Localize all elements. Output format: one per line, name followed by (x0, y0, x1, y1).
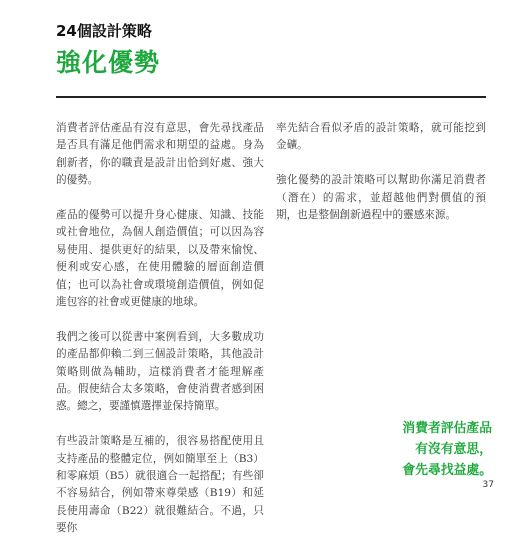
pull-quote-line: 消費者評估產品 (402, 421, 492, 436)
paragraph: 消費者評估產品有沒有意思，會先尋找產品是否具有滿足他們需求和期望的益處。身為創新者，你的職責是設計出恰到好處、強大的優勢。 (56, 122, 264, 187)
paragraph: 我們之後可以從書中案例看到，大多數成功的產品都仰賴二到三個設計策略，其他設計策略則做為輔助，這樣消費者才能理解產品。假使結合太多策略，會使消費者感到困惑。總之，要謹慎選擇並保持簡單。 (56, 330, 264, 413)
page-header (56, 21, 160, 80)
header-divider (56, 96, 486, 98)
chapter-title: 強化優勢 (56, 48, 161, 77)
left-column (56, 120, 264, 555)
page-number: 37 (482, 480, 494, 490)
pull-quote (272, 418, 492, 481)
paragraph: 有些設計策略是互補的，很容易搭配使用且支持產品的整體定位，例如簡單至上（B3）和零麻煩（B5）就很適合一起搭配；有些卻不容易結合，例如帶來尊榮感（B19）和延長使用壽命（B22）就很難結合。不過，只要你 (56, 435, 264, 535)
paragraph: 率先結合看似矛盾的設計策略，就可能挖到金礦。 (276, 122, 486, 152)
series-title: 24個設計策略 (56, 22, 152, 40)
pull-quote-line: 會先尋找益處。 (402, 463, 492, 478)
paragraph: 產品的優勢可以提升身心健康、知識、技能或社會地位，為個人創造價值；可以因為容易使用、提供更好的結果，以及帶來愉悅、便利或安心感，在使用體驗的層面創造價值；也可以為社會或環境創造價值，例如促進包容的社會或更健康的地球。 (56, 209, 264, 309)
right-column (276, 120, 486, 242)
pull-quote-line: 有沒有意思， (415, 442, 492, 457)
paragraph: 強化優勢的設計策略可以幫助你滿足消費者（潛在）的需求，並超越他們對價值的預期，也是整個創新過程中的靈感來源。 (276, 174, 486, 222)
